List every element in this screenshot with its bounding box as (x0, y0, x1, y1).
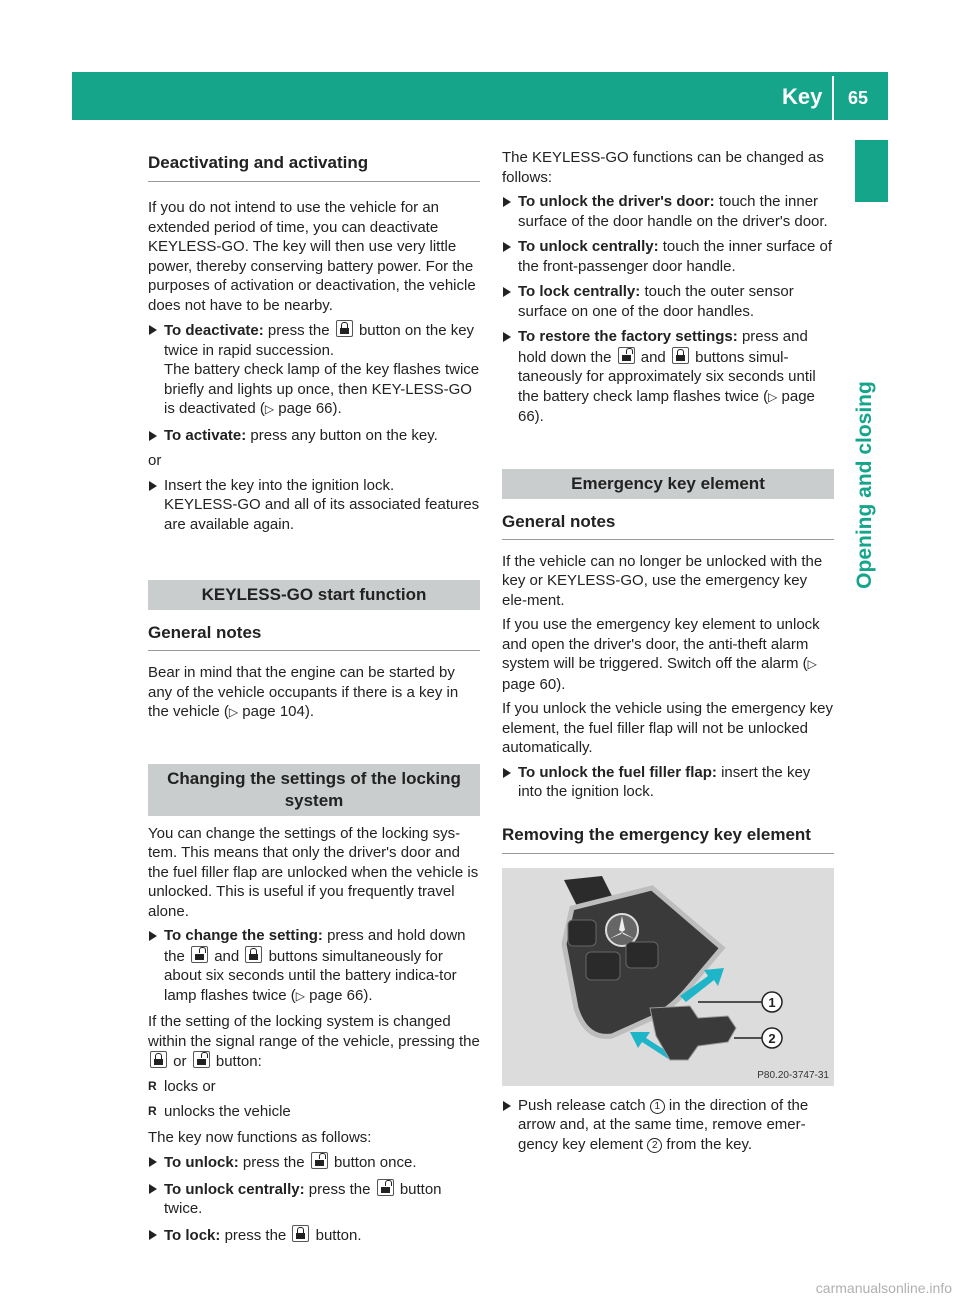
section-heading-removing-key: Removing the emergency key element (502, 820, 834, 854)
figure-code: P80.20-3747-31 (757, 1069, 829, 1081)
step-label: To unlock centrally: (164, 1180, 305, 1198)
step-text: button. (315, 1226, 362, 1244)
step-label: To lock: (164, 1226, 221, 1244)
step-text: press any button on the key. (250, 426, 438, 444)
step-text: buttons simul-taneously for approximately six seconds until the battery check lamp flashes twice ( (518, 348, 816, 405)
instruction-step (148, 1152, 480, 1173)
step-label: To lock centrally: (518, 283, 641, 300)
instruction-step (502, 192, 834, 231)
unlock-icon (193, 1051, 210, 1068)
instruction-step (148, 926, 480, 1006)
callout-2: 2 (768, 1030, 776, 1046)
side-tab-marker (855, 140, 888, 202)
lock-icon (150, 1051, 167, 1068)
subheading-general-notes: General notes (148, 618, 480, 651)
lock-icon (292, 1225, 309, 1242)
step-label: To unlock: (164, 1154, 239, 1171)
step-label: To restore the factory settings: (518, 328, 738, 345)
key-drawing (502, 868, 834, 1086)
step-text: press and hold down the (164, 927, 466, 965)
step-label: To unlock the fuel filler flap: (518, 763, 717, 781)
step-text: touch the outer sensor surface on one of the door handles. (518, 283, 794, 320)
left-column (148, 148, 480, 1251)
paragraph-text: button: (215, 1053, 262, 1070)
page-number: 65 (848, 88, 869, 108)
instruction-step (148, 476, 480, 535)
paragraph: You can change the settings of the locking sys-tem. This means that only the driver's door and the fuel filler flap are unlocked when the vehicle is unlocked. This is useful if you frequently travel alone. (148, 824, 479, 920)
or-text: or (148, 452, 162, 469)
step-label: To unlock centrally: (518, 238, 659, 255)
instruction-step (148, 1225, 480, 1246)
subheading-general-notes: General notes (502, 507, 834, 540)
step-text: touch the inner surface of the front-passenger door handle. (518, 238, 833, 275)
paragraph (148, 1012, 480, 1072)
page-ref-arrow-icon: ▷ (768, 389, 778, 404)
page-ref-arrow-icon: ▷ (228, 705, 239, 719)
fob-button (626, 942, 658, 968)
key-illustration (502, 868, 834, 1086)
step-text: button twice. (164, 1180, 442, 1217)
step-text: press the (308, 1180, 371, 1198)
paragraph (502, 615, 834, 694)
right-column (502, 148, 834, 1160)
unlock-icon (311, 1152, 328, 1169)
instruction-step (148, 1179, 480, 1219)
paragraph-text: Bear in mind that the engine can be started by any of the vehicle occupants if there is a key in the vehicle ( (148, 664, 459, 720)
callout-1: 1 (768, 994, 776, 1010)
paragraph-text: If the setting of the locking system is changed within the signal range of the vehicle, pressing the (148, 1013, 480, 1050)
page-reference[interactable]: page 66). (278, 400, 342, 417)
header-bar (72, 72, 888, 120)
section-band-locking-settings: Changing the settings of the locking system (148, 764, 480, 816)
step-text: from the key. (666, 1135, 753, 1153)
step-text: button on the key twice in rapid succession. (164, 322, 475, 359)
instruction-step (502, 237, 834, 276)
step-text: in the direction of the arrow and, at the same time, remove emer-gency key element (518, 1096, 809, 1153)
step-text: press the (267, 322, 330, 339)
instruction-step (502, 327, 834, 427)
step-text: touch the inner surface of the door handle on the driver's door. (518, 193, 828, 230)
lock-icon (245, 946, 262, 963)
step-text: press the (224, 1226, 287, 1244)
step-text: Insert the key into the ignition lock. (164, 476, 395, 494)
paragraph: If you unlock the vehicle using the emergency key element, the fuel filler flap will not be unlocked automatically. (502, 700, 834, 756)
page-ref-arrow-icon: ▷ (807, 657, 817, 671)
instruction-step (502, 763, 834, 802)
step-text: KEYLESS-GO and all of its associated features are available again. (164, 496, 480, 533)
unlock-icon (191, 946, 208, 963)
lock-icon (336, 320, 353, 337)
bullet-item: R locks or (148, 1077, 480, 1097)
paragraph: If the vehicle can no longer be unlocked with the key or KEYLESS-GO, use the emergency key ele-ment. (502, 552, 823, 609)
step-text: and (214, 947, 240, 965)
step-label: To deactivate: (164, 322, 264, 339)
step-label: To change the setting: (164, 927, 323, 944)
header-divider (832, 76, 834, 120)
step-text: and (640, 348, 666, 366)
page-ref-arrow-icon: ▷ (295, 988, 305, 1003)
step-text: insert the key into the ignition lock. (518, 763, 811, 800)
callout-ref: 2 (647, 1138, 662, 1153)
instruction-step (502, 1096, 834, 1155)
fob-button (586, 952, 620, 980)
page-reference[interactable]: page 66). (309, 986, 373, 1004)
side-tab-label: Opening and closing (853, 381, 876, 589)
chapter-title: Key (782, 84, 823, 109)
step-text: button once. (333, 1154, 417, 1171)
page-reference[interactable]: page 60). (502, 675, 566, 693)
step-text: press and hold down the (518, 328, 808, 366)
step-text: buttons simultaneously for about six seconds until the battery indica-tor lamp flashes twice ( (164, 947, 457, 1004)
step-label: To unlock the driver's door: (518, 193, 715, 210)
watermark: carmanualsonline.info (815, 1280, 952, 1296)
step-label: To activate: (164, 426, 247, 444)
paragraph (148, 663, 480, 723)
section-heading-deactivating: Deactivating and activating (148, 148, 480, 182)
step-text: The battery check lamp of the key flashes twice briefly and lights up once, then KEY-LESS-GO is deactivated ( (164, 361, 480, 417)
section-band-keyless-go-start: KEYLESS-GO start function (148, 580, 480, 610)
section-band-emergency-key: Emergency key element (502, 469, 834, 499)
page-reference[interactable]: page 66). (518, 387, 815, 425)
step-text: Push release catch (518, 1096, 646, 1114)
paragraph: The key now functions as follows: (148, 1128, 372, 1146)
bullet-item: R unlocks the vehicle (148, 1102, 480, 1122)
fob-button (568, 920, 596, 946)
paragraph-text: If you use the emergency key element to unlock and open the driver's door, the anti-theft alarm system will be triggered. Switch off the alarm ( (502, 616, 820, 672)
paragraph-text: or (173, 1053, 187, 1070)
callout-ref: 1 (650, 1099, 665, 1114)
instruction-step (148, 426, 480, 446)
page-ref-arrow-icon: ▷ (264, 402, 275, 416)
paragraph: The KEYLESS-GO functions can be changed as follows: (502, 149, 824, 186)
step-text: press the (242, 1154, 305, 1171)
paragraph: If you do not intend to use the vehicle for an extended period of time, you can deactivate KEYLESS-GO. The key will then use very little power, thereby conserving battery power. For the purposes of activation or deactivation, the vehicle does not have to be nearby. (148, 199, 476, 314)
page-reference[interactable]: page 104). (242, 703, 315, 720)
unlock-icon (618, 347, 635, 364)
instruction-step (502, 282, 834, 321)
instruction-step (148, 320, 480, 420)
lock-icon (672, 347, 689, 364)
unlock-icon (377, 1179, 394, 1196)
